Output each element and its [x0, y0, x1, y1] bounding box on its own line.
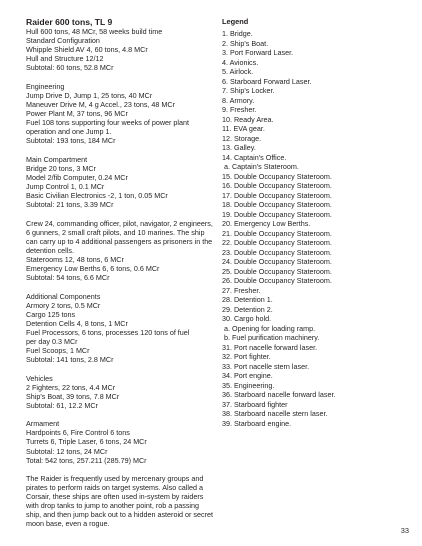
- legend-item: 15. Double Occupancy Stateroom.: [222, 171, 332, 181]
- legend-item: 27. Fresher.: [222, 285, 261, 295]
- description-paragraph: The Raider is frequently used by mercenary groups and pirates to perform raids on target systems. Also called a Corsair, these ships are often used in-system by raiders with drop tanks to jump to another point, rob a passing ship, and then jump back out to a hidden asteroid or secret moon base, even a rogue.: [26, 474, 213, 529]
- spec-line: Subtotal: 21 tons, 3.39 MCr: [26, 200, 114, 210]
- spec-line: Jump Drive D, Jump 1, 25 tons, 40 MCr: [26, 90, 153, 100]
- legend-item: 5. Airlock.: [222, 67, 254, 76]
- spec-line: Model 2/fib Computer, 0.24 MCr: [26, 172, 128, 182]
- spec-line: Subtotal: 12 tons, 24 MCr: [26, 446, 108, 456]
- spec-line: Subtotal: 54 tons, 6.6 MCr: [26, 273, 110, 283]
- section-heading: Vehicles: [26, 373, 53, 383]
- spec-line: Cargo 125 tons: [26, 309, 76, 319]
- section-heading: Engineering: [26, 81, 65, 91]
- legend-item: a. Captain's Stateroom.: [222, 162, 299, 171]
- crew-section: [26, 219, 216, 283]
- legend-item: 11. EVA gear.: [222, 124, 265, 133]
- legend-item: 29. Detention 2.: [222, 304, 273, 314]
- section-heading: Main Compartment: [26, 154, 88, 164]
- legend-item: 22. Double Occupancy Stateroom.: [222, 238, 332, 247]
- legend-item: a. Opening for loading ramp.: [222, 323, 316, 333]
- spec-line: Fuel Scoops, 1 MCr: [26, 346, 90, 356]
- legend-title: Legend: [222, 17, 249, 26]
- spec-line: Hull and Structure 12/12: [26, 54, 104, 64]
- legend-item: 36. Starboard nacelle forward laser.: [222, 390, 336, 399]
- legend-item: 38. Starboard nacelle stern laser.: [222, 409, 328, 418]
- section-heading: Additional Components: [26, 291, 101, 301]
- spec-line: Standard Configuration: [26, 36, 100, 46]
- legend-item: 17. Double Occupancy Stateroom.: [222, 190, 332, 200]
- spec-line: Bridge 20 tons, 3 MCr: [26, 163, 96, 173]
- legend-item: 37. Starboard fighter: [222, 399, 288, 409]
- legend-item: 21. Double Occupancy Stateroom.: [222, 228, 332, 238]
- spec-line: operation and one Jump 1.: [26, 127, 112, 137]
- legend-item: 16. Double Occupancy Stateroom.: [222, 181, 332, 190]
- spec-line: Fuel Processors, 6 tons, processes 120 tons of fuel: [26, 327, 190, 337]
- spec-line: Hardpoints 6, Fire Control 6 tons: [26, 428, 130, 438]
- spec-line: Armory 2 tons, 0.5 MCr: [26, 300, 101, 310]
- legend-item: 33. Port nacelle stern laser.: [222, 361, 310, 371]
- legend-item: b. Fuel purification machinery.: [222, 333, 320, 342]
- spec-line: Turrets 6, Triple Laser, 6 tons, 24 MCr: [26, 437, 147, 447]
- legend-item: 6. Starboard Forward Laser.: [222, 76, 312, 86]
- spec-line: Subtotal: 193 tons, 184 MCr: [26, 136, 116, 146]
- spec-line: Power Plant M, 37 tons, 96 MCr: [26, 109, 128, 119]
- legend-item: 39. Starboard engine.: [222, 418, 292, 428]
- legend-column: [222, 17, 402, 428]
- legend-item: 28. Detention 1.: [222, 295, 273, 304]
- legend-item: 9. Fresher.: [222, 105, 257, 114]
- spec-line: Fuel 108 tons supporting four weeks of power plant: [26, 118, 190, 128]
- crew-paragraph: Crew 24, commanding officer, pilot, navigator, 2 engineers, 6 gunners, 2 small craft pilots, and 10 marines. The ship can carry up to 4 additional passengers as prisoners in the detention cells.: [26, 218, 213, 255]
- page-number: 33: [400, 526, 409, 535]
- legend-item: 34. Port engine.: [222, 371, 273, 380]
- spec-line: Total: 542 tons, 257.211 (285.79) MCr: [26, 455, 147, 465]
- legend-list: [222, 29, 402, 428]
- legend-item: 1. Bridge.: [222, 29, 253, 38]
- legend-item: 12. Storage.: [222, 133, 262, 143]
- spec-line: Hull 600 tons, 48 MCr, 58 weeks build time: [26, 27, 163, 36]
- spec-line: Staterooms 12, 48 tons, 6 MCr: [26, 254, 124, 264]
- legend-item: 4. Avionics.: [222, 57, 259, 67]
- legend-item: 24. Double Occupancy Stateroom.: [222, 257, 332, 266]
- legend-item: 14. Captain's Office.: [222, 152, 287, 162]
- spec-line: Maneuver Drive M, 4 g Accel., 23 tons, 48 MCr: [26, 99, 175, 109]
- spec-line: Whipple Shield AV 4, 60 tons, 4.8 MCr: [26, 45, 148, 55]
- additional-components-section: [26, 292, 216, 365]
- legend-item: 3. Port Forward Laser.: [222, 48, 294, 57]
- spec-line: Detention Cells 4, 8 tons, 1 MCr: [26, 318, 128, 328]
- legend-item: 2. Ship's Boat.: [222, 38, 269, 48]
- armament-section: [26, 419, 216, 464]
- legend-item: 19. Double Occupancy Stateroom.: [222, 209, 332, 219]
- legend-item: 26. Double Occupancy Stateroom.: [222, 276, 332, 285]
- legend-item: 7. Ship's Locker.: [222, 86, 275, 95]
- spec-line: Jump Control 1, 0.1 MCr: [26, 182, 105, 191]
- legend-item: 20. Emergency Low Berths.: [222, 219, 311, 228]
- main-compartment-section: [26, 155, 216, 210]
- legend-item: 8. Armory.: [222, 95, 255, 105]
- spec-line: Basic Civilian Electronics -2, 1 ton, 0.05 MCr: [26, 191, 168, 201]
- vehicles-section: [26, 374, 216, 410]
- description-section: [26, 474, 216, 529]
- legend-item: 30. Cargo hold.: [222, 314, 272, 323]
- ship-spec-column: [26, 17, 216, 538]
- engineering-section: [26, 82, 216, 146]
- spec-line: Subtotal: 60 tons, 52.8 MCr: [26, 63, 114, 73]
- section-heading: Armament: [26, 419, 60, 429]
- legend-item: 18. Double Occupancy Stateroom.: [222, 200, 332, 209]
- legend-item: 23. Double Occupancy Stateroom.: [222, 247, 332, 257]
- spec-line: Emergency Low Berths 6, 6 tons, 0.6 MCr: [26, 264, 160, 274]
- spec-line: Ship's Boat, 39 tons, 7.8 MCr: [26, 391, 120, 401]
- legend-item: 25. Double Occupancy Stateroom.: [222, 266, 332, 276]
- legend-item: 32. Port fighter.: [222, 352, 271, 361]
- spec-line: Subtotal: 141 tons, 2.8 MCr: [26, 355, 114, 365]
- hull-section: [26, 27, 216, 72]
- legend-item: 10. Ready Area.: [222, 114, 274, 124]
- legend-item: 13. Galley.: [222, 143, 256, 152]
- spec-line: per day 0.3 MCr: [26, 337, 78, 346]
- ship-title: Raider 600 tons, TL 9: [26, 17, 113, 27]
- legend-item: 35. Engineering.: [222, 380, 275, 390]
- legend-item: 31. Port nacelle forward laser.: [222, 342, 318, 352]
- spec-line: Subtotal: 61, 12.2 MCr: [26, 400, 98, 410]
- spec-line: 2 Fighters, 22 tons, 4.4 MCr: [26, 382, 116, 392]
